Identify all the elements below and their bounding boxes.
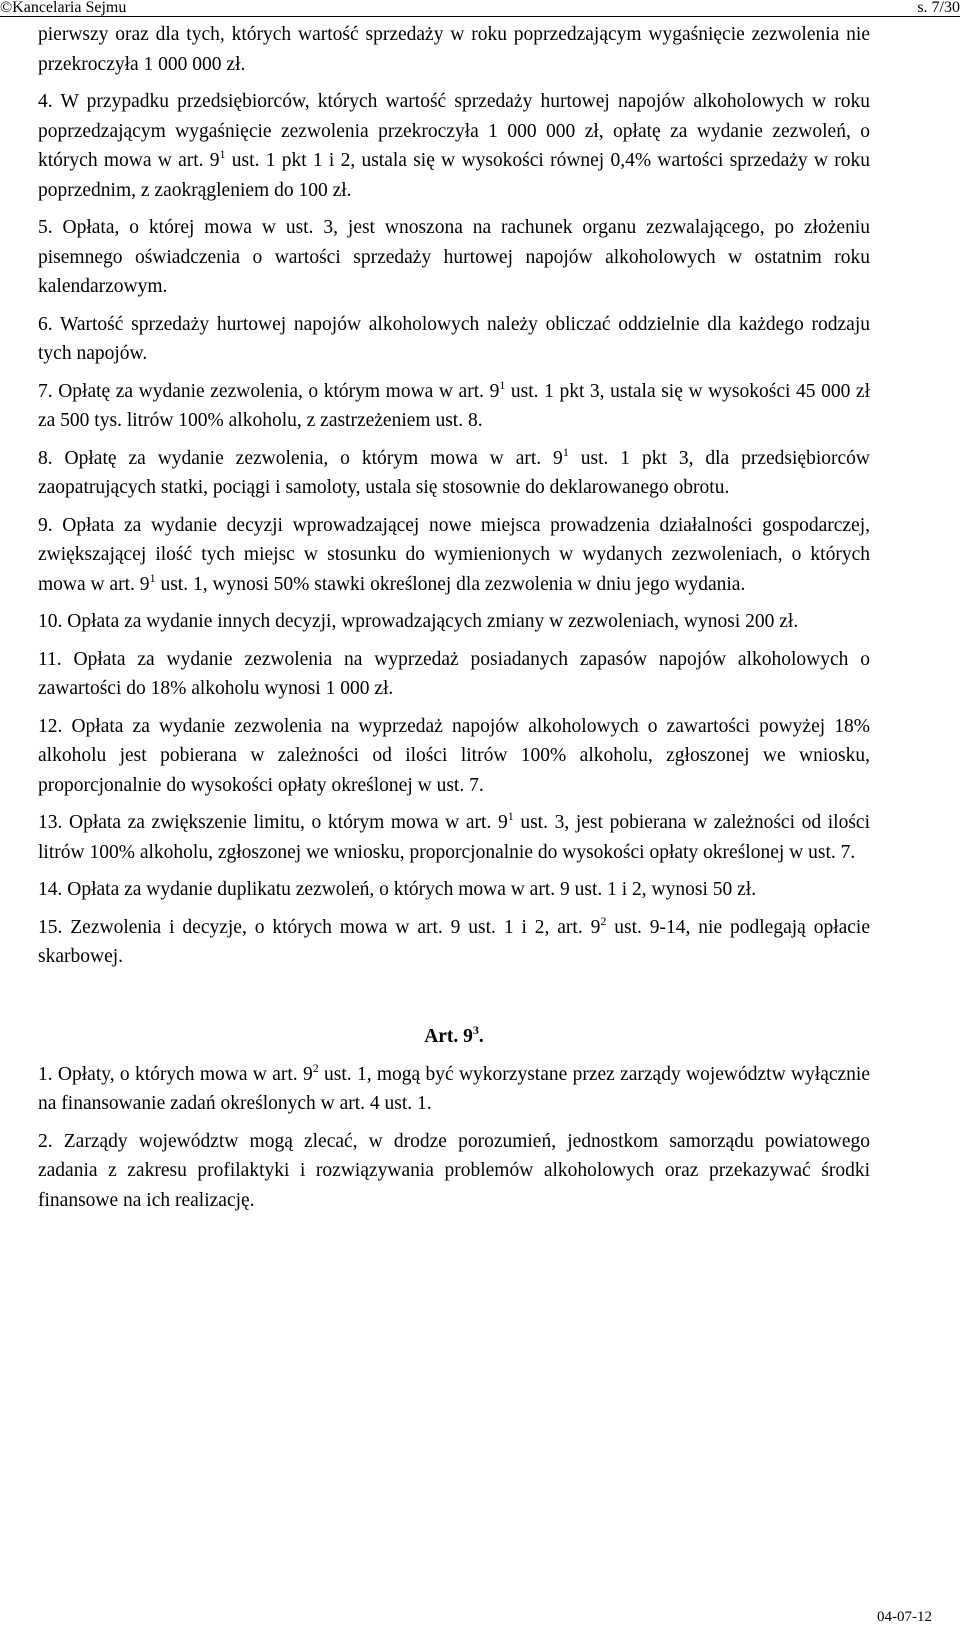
paragraph-13: 13. Opłata za zwiększenie limitu, o którym mowa w art. $9^1$ ust. 3, jest pobierana w zależności od ilości litrów 100% alkoholu, zgłoszonej we wniosku, proporcjonalnie do wysokości opłaty określonej w ust. 7. xyxy=(38,809,870,863)
paragraph-15: 15. Zezwolenia i decyzje, o których mowa w art. 9 ust. 1 i 2, art. $9^2$ ust. 9-14, nie podlegają opłacie skarbowej. xyxy=(38,913,870,967)
paragraph-10: 10. Opłata za wydanie innych decyzji, wprowadzających zmiany w zezwoleniach, wynosi 200 zł. xyxy=(38,611,799,632)
article-paragraph-2: 2. Zarządy województw mogą zlecać, w drodze porozumień, jednostkom samorządu powiatowego zadania z zakresu profilaktyki i rozwiązywania problemów alkoholowych oraz przekazywać środki finansowe na ich realizację. xyxy=(38,1130,870,1211)
paragraph-12: 12. Opłata za wydanie zezwolenia na wyprzedaż napojów alkoholowych o zawartości powyżej 18% alkoholu jest pobierana w zależności od ilości litrów 100% alkoholu, zgłoszonej we wniosku, proporcjonalnie do wysokości opłaty określonej w ust. 7. xyxy=(38,715,870,796)
header-page-number: s. 7/30 xyxy=(917,0,960,16)
paragraph-6: 6. Wartość sprzedaży hurtowej napojów alkoholowych należy obliczać oddzielnie dla każdego rodzaju tych napojów. xyxy=(38,313,870,364)
article-heading: Art. $9^3$. xyxy=(424,1022,484,1047)
page-header xyxy=(0,0,960,17)
paragraph-11: 11. Opłata za wydanie zezwolenia na wyprzedaż posiadanych zapasów napojów alkoholowych o zawartości do 18% alkoholu wynosi 1 000 zł. xyxy=(38,648,870,699)
article-paragraph-1: 1. Opłaty, o których mowa w art. $9^2$ ust. 1, mogą być wykorzystane przez zarządy województw wyłącznie na finansowanie zadań określonych w art. 4 ust. 1. xyxy=(38,1060,870,1114)
paragraph-14: 14. Opłata za wydanie duplikatu zezwoleń, o których mowa w art. 9 ust. 1 i 2, wynosi 50 zł. xyxy=(38,879,757,900)
paragraph-9: 9. Opłata za wydanie decyzji wprowadzającej nowe miejsca prowadzenia działalności gospodarczej, zwiększającej ilość tych miejsc w stosunku do wymienionych w wydanych zezwoleniach, o których mowa w art. $9^1$ ust. 1, wynosi 50% stawki określonej dla zezwolenia w dniu jego wydania. xyxy=(38,514,870,595)
paragraph-5: 5. Opłata, o której mowa w ust. 3, jest wnoszona na rachunek organu zezwalającego, po złożeniu pisemnego oświadczenia o wartości sprzedaży hurtowej napojów alkoholowych w ostatnim roku kalendarzowym. xyxy=(38,217,870,297)
footer-date: 04-07-12 xyxy=(877,1609,932,1625)
paragraph-4: 4. W przypadku przedsiębiorców, których wartość sprzedaży hurtowej napojów alkoholowych w roku poprzedzającym wygaśnięcie zezwolenia przekroczyła 1 000 000 zł, opłatę za wydanie zezwoleń, o których mowa w art. $9^1$ ust. 1 pkt 1 i 2, ustala się w wysokości równej 0,4% wartości sprzedaży w roku poprzednim, z zaokrągleniem do 100 zł. xyxy=(38,91,870,201)
header-publisher: ©Kancelaria Sejmu xyxy=(0,0,127,16)
paragraph-8: 8. Opłatę za wydanie zezwolenia, o którym mowa w art. $9^1$ ust. 1 pkt 3, dla przedsiębiorców zaopatrujących statki, pociągi i samoloty, ustala się stosownie do deklarowanego obrotu. xyxy=(38,444,870,498)
paragraph-7: 7. Opłatę za wydanie zezwolenia, o którym mowa w art. $9^1$ ust. 1 pkt 3, ustala się w wysokości 45 000 zł za 500 tys. litrów 100% alkoholu, z zastrzeżeniem ust. 8. xyxy=(38,377,870,431)
paragraph-3-continuation: pierwszy oraz dla tych, których wartość sprzedaży w roku poprzedzającym wygaśnięcie zezwolenia nie przekroczyła 1 000 000 zł. xyxy=(38,24,870,75)
document-body xyxy=(38,20,870,1215)
header-rule xyxy=(0,16,960,17)
